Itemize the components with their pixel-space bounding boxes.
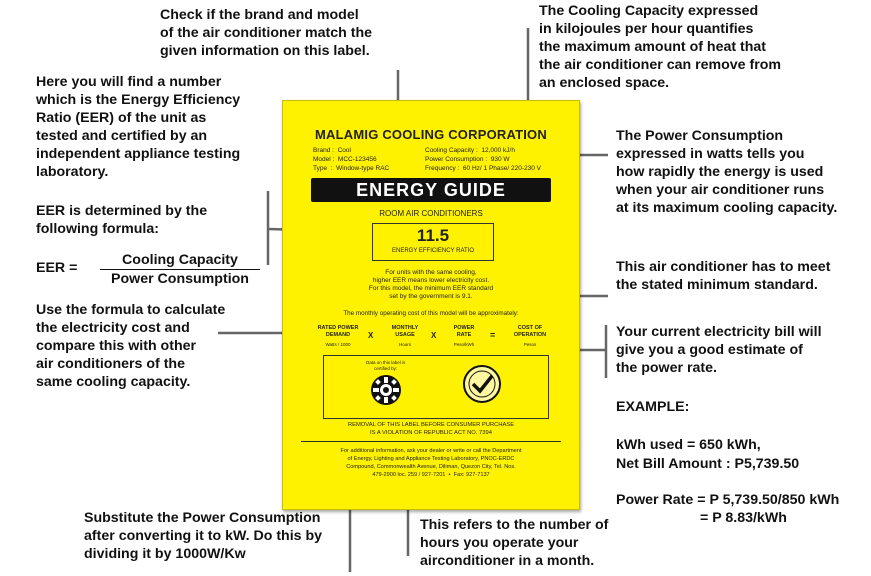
f-demand-1: RATED POWER xyxy=(317,325,359,331)
f-rate-1: POWER xyxy=(453,325,475,331)
brand-check-note: Check if the brand and model of the air conditioner match the given information on this label. xyxy=(160,7,373,59)
hours-note: This refers to the number of hours you operate your airconditioner in a month. xyxy=(420,517,609,569)
certified-text: Data on this label is certified by: xyxy=(366,360,406,371)
label-note-4: set by the government is 9.1. xyxy=(389,293,473,300)
example-kwh: kWh used = 650 kWh, xyxy=(616,437,761,453)
eer-lhs: EER = xyxy=(36,260,78,276)
f-cost-2: OPERATION xyxy=(513,332,547,338)
f-demand-3: Watts / 1000 xyxy=(325,342,351,347)
label-model: Model : MCC-123456 xyxy=(313,156,377,163)
label-capacity: Cooling Capacity : 12,000 kJ/h xyxy=(425,147,515,154)
power-consumption-note: The Power Consumption expressed in watts tells you how rapidly the energy is used when your air conditioner runs at its maximum cooling capacity. xyxy=(616,128,838,216)
f-usage-3: Hours xyxy=(398,342,411,347)
eer-numerator: Cooling Capacity xyxy=(100,252,260,270)
label-title-bar xyxy=(311,178,551,202)
example-bill: Net Bill Amount : P5,739.50 xyxy=(616,456,800,472)
f-rate-3: Peso/kWh xyxy=(453,342,475,347)
minimum-standard-note: This air conditioner has to meet the stated minimum standard. xyxy=(616,259,831,293)
eer-caption: ENERGY EFFICIENCY RATIO xyxy=(391,248,474,254)
label-divider xyxy=(301,441,561,442)
label-note-1: For units with the same cooling, xyxy=(385,269,477,276)
op-eq: = xyxy=(490,330,496,340)
label-type: Type : Window-type RAC xyxy=(313,165,390,172)
f-cost-1: COST OF xyxy=(517,325,543,331)
certification-box xyxy=(323,355,549,419)
energy-guide-label xyxy=(282,100,580,510)
op-x-2: X xyxy=(431,331,437,340)
cooling-capacity-note: The Cooling Capacity expressed in kilojoules per hour quantifies the maximum amount of heat that the air conditioner can remove from an enclosed space. xyxy=(539,3,782,91)
example-title: EXAMPLE: xyxy=(616,399,690,415)
eer-value: 11.5 xyxy=(416,226,450,245)
substitute-note: Substitute the Power Consumption after converting it to kW. Do this by dividing it by 1000W/Kw xyxy=(84,510,323,562)
f-rate-2: RATE xyxy=(456,332,472,338)
label-company: MALAMIG COOLING CORPORATION xyxy=(315,127,547,142)
label-footer: For additional information, ask your dealer or write or call the Department of Energy, Lighting and Appliance Testing Laboratory, PNOC-ERDC Compound, Commonwealth Avenue, Diliman, Quezon City, Tel. Nos. 479-2900 loc. 259 / 927-7201 • Fax: 927-7137 xyxy=(340,448,522,478)
checkmark-seal-icon xyxy=(462,364,502,404)
label-title: ENERGY GUIDE xyxy=(356,180,506,200)
warning-2: IS A VIOLATION OF REPUBLIC ACT NO. 7394 xyxy=(370,430,492,436)
example-rate-line1: Power Rate = P 5,739.50/850 kWh xyxy=(616,492,840,508)
eer-number-note: Here you will find a number which is the Energy Efficiency Ratio (EER) of the unit as tested and certified by an independent appliance testing laboratory. xyxy=(36,74,241,180)
electricity-bill-note: Your current electricity bill will give you a good estimate of the power rate. xyxy=(616,324,822,376)
warning-1: REMOVAL OF THIS LABEL BEFORE CONSUMER PURCHASE xyxy=(347,422,515,428)
eer-formula-intro: EER is determined by the following formula: xyxy=(36,203,208,237)
label-note-3: For this model, the minimum EER standard xyxy=(368,285,494,292)
gear-logo-icon xyxy=(370,374,402,406)
f-demand-2: DEMAND xyxy=(325,332,351,338)
f-cost-3: Pesos xyxy=(523,342,537,347)
label-power: Power Consumption : 930 W xyxy=(425,156,510,163)
label-frequency: Frequency : 60 Hz/ 1 Phase/ 220-230 V xyxy=(425,165,541,172)
eer-fraction xyxy=(100,252,260,287)
label-operating-cost: The monthly operating cost of this model will be approximately: xyxy=(343,310,519,317)
f-usage-1: MONTHLY xyxy=(391,325,419,331)
op-x-1: X xyxy=(368,331,374,340)
example-rate-line2: = P 8.83/kWh xyxy=(700,510,787,526)
eer-box xyxy=(372,223,494,261)
label-subtitle: ROOM AIR CONDITIONERS xyxy=(379,209,483,218)
eer-denominator: Power Consumption xyxy=(111,271,249,287)
f-usage-2: USAGE xyxy=(395,332,415,338)
label-brand: Brand : Cool xyxy=(313,147,351,154)
formula-use-note: Use the formula to calculate the electricity cost and compare this with other air conditioners of the same cooling capacity. xyxy=(36,302,226,390)
label-note-2: higher EER means lower electricity cost. xyxy=(372,277,490,284)
